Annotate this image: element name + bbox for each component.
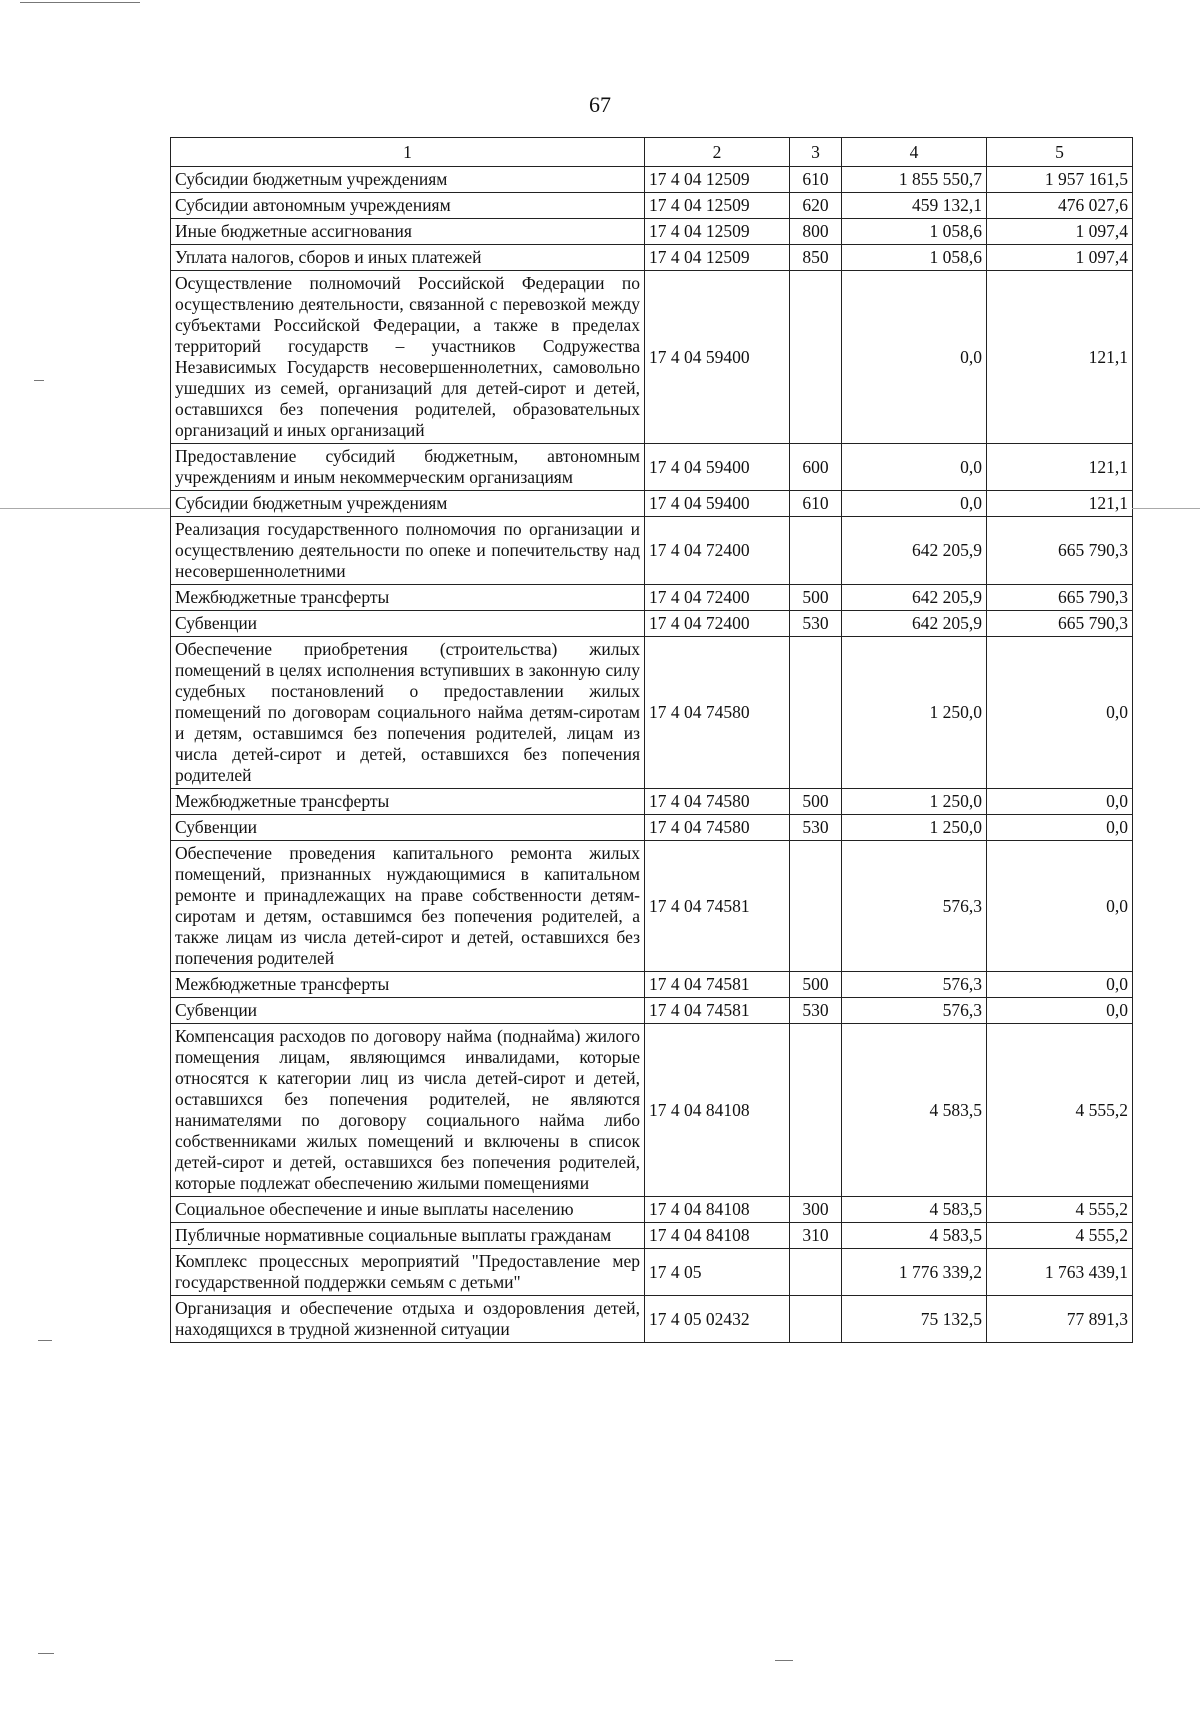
row-name: Иные бюджетные ассигнования <box>171 219 645 245</box>
scan-mark <box>38 1653 54 1654</box>
scan-mark <box>20 2 140 3</box>
header-col-1: 1 <box>171 138 645 167</box>
row-expense-type: 800 <box>790 219 842 245</box>
row-name: Межбюджетные трансферты <box>171 972 645 998</box>
row-value-1: 1 776 339,2 <box>842 1249 987 1296</box>
row-value-1: 1 058,6 <box>842 219 987 245</box>
row-name: Межбюджетные трансферты <box>171 585 645 611</box>
table-row <box>171 1197 1133 1223</box>
row-name: Предоставление субсидий бюджетным, автономным учреждениям и иным некоммерческим организациям <box>171 444 645 491</box>
table-row <box>171 517 1133 585</box>
row-expense-type: 500 <box>790 789 842 815</box>
row-value-1: 642 205,9 <box>842 585 987 611</box>
row-code: 17 4 04 74581 <box>645 998 790 1024</box>
row-value-2: 476 027,6 <box>987 193 1133 219</box>
row-code: 17 4 04 74581 <box>645 841 790 972</box>
table-body <box>171 167 1133 1343</box>
row-name: Субсидии бюджетным учреждениям <box>171 167 645 193</box>
row-expense-type <box>790 1024 842 1197</box>
row-code: 17 4 04 72400 <box>645 611 790 637</box>
row-value-1: 4 583,5 <box>842 1197 987 1223</box>
row-name: Субвенции <box>171 611 645 637</box>
row-value-2: 1 763 439,1 <box>987 1249 1133 1296</box>
row-expense-type: 310 <box>790 1223 842 1249</box>
row-expense-type: 530 <box>790 998 842 1024</box>
row-value-1: 459 132,1 <box>842 193 987 219</box>
row-expense-type: 500 <box>790 585 842 611</box>
row-value-2: 0,0 <box>987 998 1133 1024</box>
row-value-2: 0,0 <box>987 815 1133 841</box>
row-code: 17 4 04 12509 <box>645 167 790 193</box>
row-code: 17 4 04 74580 <box>645 815 790 841</box>
row-value-2: 0,0 <box>987 972 1133 998</box>
table-row <box>171 491 1133 517</box>
row-value-1: 576,3 <box>842 972 987 998</box>
row-expense-type <box>790 517 842 585</box>
scan-mark <box>38 1340 52 1341</box>
row-expense-type <box>790 1249 842 1296</box>
row-value-2: 4 555,2 <box>987 1223 1133 1249</box>
row-code: 17 4 04 59400 <box>645 444 790 491</box>
table-row <box>171 1024 1133 1197</box>
row-name: Субвенции <box>171 998 645 1024</box>
table-row <box>171 167 1133 193</box>
row-value-1: 4 583,5 <box>842 1024 987 1197</box>
row-name: Обеспечение проведения капитального ремонта жилых помещений, признанных нуждающимися в капитальном ремонте и принадлежащих на праве собственности детям-сиротам и детям, оставшимся без попечения родителей, а также лицам из числа детей-сирот и детей, оставшихся без попечения родителей <box>171 841 645 972</box>
table-row <box>171 1296 1133 1343</box>
header-col-3: 3 <box>790 138 842 167</box>
table-row <box>171 444 1133 491</box>
row-value-2: 1 097,4 <box>987 245 1133 271</box>
row-code: 17 4 04 74580 <box>645 637 790 789</box>
row-value-2: 121,1 <box>987 271 1133 444</box>
table-row <box>171 611 1133 637</box>
row-name: Обеспечение приобретения (строительства) жилых помещений в целях исполнения вступивших в законную силу судебных постановлений о предоставлении жилых помещений по договорам социального найма детям-сиротам и детям, оставшимся без попечения родителей, лицам из числа детей-сирот и детей, оставшихся без попечения родителей <box>171 637 645 789</box>
row-name: Субсидии автономным учреждениям <box>171 193 645 219</box>
row-expense-type: 530 <box>790 815 842 841</box>
row-value-1: 0,0 <box>842 444 987 491</box>
header-col-4: 4 <box>842 138 987 167</box>
scan-mark <box>0 508 170 509</box>
row-value-2: 1 957 161,5 <box>987 167 1133 193</box>
table-row <box>171 1223 1133 1249</box>
row-expense-type <box>790 271 842 444</box>
table-row <box>171 972 1133 998</box>
row-value-1: 0,0 <box>842 271 987 444</box>
row-code: 17 4 04 59400 <box>645 491 790 517</box>
row-name: Осуществление полномочий Российской Федерации по осуществлению деятельности, связанной с перевозкой между субъектами Российской Федерации, а также в пределах территорий государств – участников Содружества Независимых Государств несовершеннолетних, самовольно ушедших из семей, организаций для детей-сирот и детей, оставшихся без попечения родителей, образовательных организаций и иных организаций <box>171 271 645 444</box>
row-code: 17 4 04 74580 <box>645 789 790 815</box>
row-value-1: 4 583,5 <box>842 1223 987 1249</box>
row-value-2: 0,0 <box>987 841 1133 972</box>
table-row <box>171 637 1133 789</box>
row-value-1: 1 250,0 <box>842 637 987 789</box>
row-value-2: 4 555,2 <box>987 1197 1133 1223</box>
row-name: Межбюджетные трансферты <box>171 789 645 815</box>
row-code: 17 4 04 84108 <box>645 1197 790 1223</box>
row-name: Компенсация расходов по договору найма (поднайма) жилого помещения лицам, являющимся инвалидами, которые относятся к категории лиц из числа детей-сирот и детей, оставшихся без попечения родителей, не являются нанимателями по договору социального найма либо собственниками жилых помещений и включены в список детей-сирот и детей, оставшихся без попечения родителей, которые подлежат обеспечению жилыми помещениями <box>171 1024 645 1197</box>
row-expense-type: 610 <box>790 491 842 517</box>
row-value-1: 1 058,6 <box>842 245 987 271</box>
row-expense-type <box>790 841 842 972</box>
row-value-1: 642 205,9 <box>842 611 987 637</box>
row-expense-type: 620 <box>790 193 842 219</box>
row-code: 17 4 04 74581 <box>645 972 790 998</box>
row-expense-type: 610 <box>790 167 842 193</box>
row-name: Уплата налогов, сборов и иных платежей <box>171 245 645 271</box>
table-row <box>171 789 1133 815</box>
header-col-5: 5 <box>987 138 1133 167</box>
row-code: 17 4 04 72400 <box>645 585 790 611</box>
row-code: 17 4 04 84108 <box>645 1024 790 1197</box>
row-value-2: 1 097,4 <box>987 219 1133 245</box>
row-value-1: 1 250,0 <box>842 815 987 841</box>
page-number: 67 <box>589 92 611 117</box>
header-row <box>171 138 1133 167</box>
row-expense-type: 530 <box>790 611 842 637</box>
row-value-1: 642 205,9 <box>842 517 987 585</box>
budget-table <box>170 137 1133 1343</box>
row-expense-type: 500 <box>790 972 842 998</box>
row-name: Организация и обеспечение отдыха и оздоровления детей, находящихся в трудной жизненной ситуации <box>171 1296 645 1343</box>
table-row <box>171 193 1133 219</box>
row-value-1: 75 132,5 <box>842 1296 987 1343</box>
row-expense-type: 300 <box>790 1197 842 1223</box>
header-col-2: 2 <box>645 138 790 167</box>
row-code: 17 4 04 72400 <box>645 517 790 585</box>
row-name: Социальное обеспечение и иные выплаты населению <box>171 1197 645 1223</box>
row-expense-type <box>790 637 842 789</box>
row-name: Публичные нормативные социальные выплаты гражданам <box>171 1223 645 1249</box>
row-code: 17 4 04 12509 <box>645 193 790 219</box>
row-expense-type: 600 <box>790 444 842 491</box>
row-name: Комплекс процессных мероприятий "Предоставление мер государственной поддержки семьям с детьми" <box>171 1249 645 1296</box>
row-value-2: 665 790,3 <box>987 517 1133 585</box>
row-value-1: 1 250,0 <box>842 789 987 815</box>
row-value-2: 0,0 <box>987 637 1133 789</box>
row-code: 17 4 04 12509 <box>645 245 790 271</box>
table-row <box>171 271 1133 444</box>
row-value-1: 576,3 <box>842 998 987 1024</box>
table-row <box>171 815 1133 841</box>
row-code: 17 4 05 02432 <box>645 1296 790 1343</box>
row-code: 17 4 04 84108 <box>645 1223 790 1249</box>
table-row <box>171 219 1133 245</box>
scan-mark <box>775 1660 793 1661</box>
scan-mark <box>34 380 44 381</box>
table-row <box>171 1249 1133 1296</box>
row-value-1: 0,0 <box>842 491 987 517</box>
row-expense-type: 850 <box>790 245 842 271</box>
row-code: 17 4 04 12509 <box>645 219 790 245</box>
row-value-2: 4 555,2 <box>987 1024 1133 1197</box>
table-row <box>171 841 1133 972</box>
row-name: Субвенции <box>171 815 645 841</box>
row-value-1: 1 855 550,7 <box>842 167 987 193</box>
row-code: 17 4 04 59400 <box>645 271 790 444</box>
row-value-2: 77 891,3 <box>987 1296 1133 1343</box>
row-code: 17 4 05 <box>645 1249 790 1296</box>
table-row <box>171 585 1133 611</box>
row-value-1: 576,3 <box>842 841 987 972</box>
table-row <box>171 245 1133 271</box>
row-expense-type <box>790 1296 842 1343</box>
row-value-2: 121,1 <box>987 491 1133 517</box>
row-value-2: 665 790,3 <box>987 585 1133 611</box>
row-value-2: 0,0 <box>987 789 1133 815</box>
table-row <box>171 998 1133 1024</box>
scan-mark <box>1132 508 1200 509</box>
row-value-2: 121,1 <box>987 444 1133 491</box>
row-value-2: 665 790,3 <box>987 611 1133 637</box>
row-name: Реализация государственного полномочия по организации и осуществлению деятельности по опеке и попечительству над несовершеннолетними <box>171 517 645 585</box>
row-name: Субсидии бюджетным учреждениям <box>171 491 645 517</box>
